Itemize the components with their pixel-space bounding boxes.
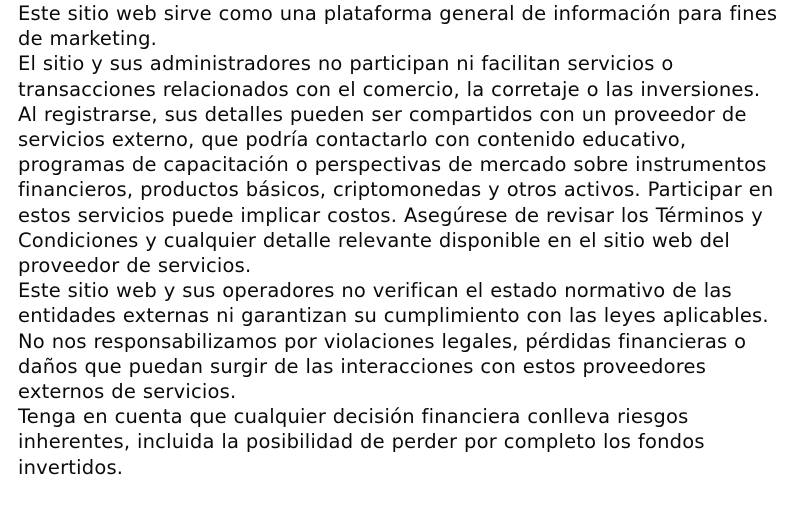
disclaimer-page bbox=[0, 1, 800, 527]
disclaimer-text-block bbox=[18, 1, 780, 480]
disclaimer-paragraph: No nos responsabilizamos por violaciones legales, pérdidas financieras o daños que puedan surgir de las interacciones con estos proveedores externos de servicios. bbox=[18, 329, 747, 404]
disclaimer-paragraph: Este sitio web sirve como una plataforma general de información para fines de marketing. bbox=[18, 2, 778, 51]
disclaimer-paragraph: Este sitio web y sus operadores no verifican el estado normativo de las entidades externas ni garantizan su cumplimiento con las leyes aplicables. bbox=[18, 279, 769, 328]
disclaimer-paragraph: El sitio y sus administradores no participan ni facilitan servicios o transacciones relacionados con el comercio, la corretaje o las inversiones. bbox=[18, 52, 761, 101]
disclaimer-paragraph: Al registrarse, sus detalles pueden ser compartidos con un proveedor de servicios externo, que podría contactarlo con contenido educativo, programas de capacitación o perspectivas de mercado sobre instrumentos financieros, productos básicos, criptomonedas y otros activos. Participar en estos servicios puede implicar costos. Asegúrese de revisar los Términos y Condiciones y cualquier detalle relevante disponible en el sitio web del proveedor de servicios. bbox=[18, 102, 774, 278]
disclaimer-paragraph: Tenga en cuenta que cualquier decisión financiera conlleva riesgos inherentes, incluida la posibilidad de perder por completo los fondos invertidos. bbox=[18, 405, 705, 479]
